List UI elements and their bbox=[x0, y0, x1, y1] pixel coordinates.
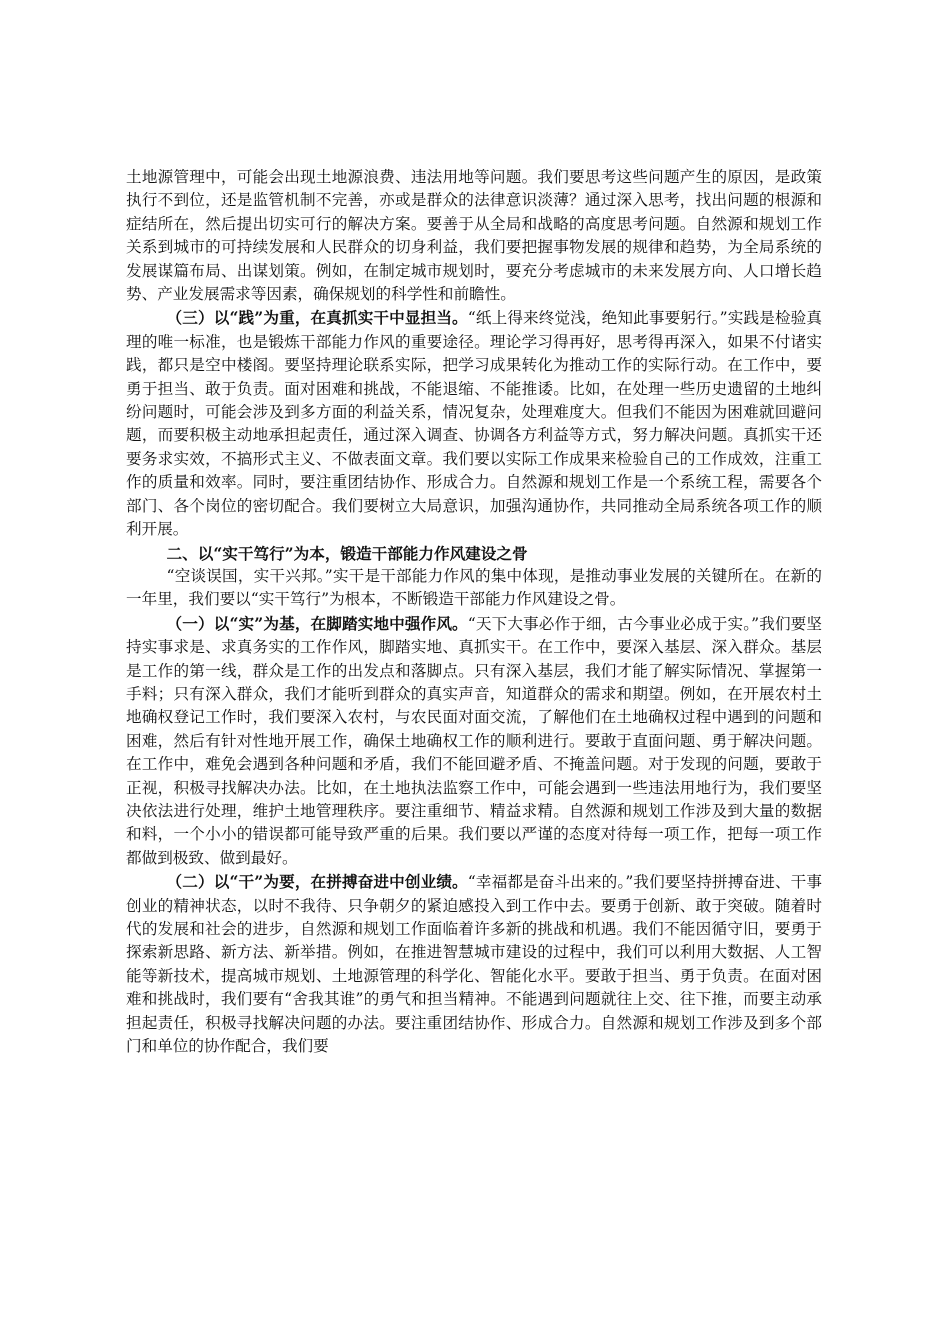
paragraph-1-body: 土地源管理中，可能会出现土地源浪费、违法用地等问题。我们要思考这些问题产生的原因，是政策执行不到位，还是监管机制不完善，亦或是群众的法律意识淡薄？通过深入思考，找出问题的根源和症结所在，然后提出切实可行的解决方案。要善于从全局和战略的高度思考问题。自然源和规划工作关系到城市的可持续发展和人民群众的切身利益，我们要把握事物发展的规律和趋势，为全局系统的发展谋篇布局、出谋划策。例如，在制定城市规划时，要充分考虑城市的未来发展方向、人口增长趋势、产业发展需求等因素，确保规划的科学性和前瞻性。 bbox=[126, 168, 822, 304]
document-page bbox=[126, 166, 822, 1058]
paragraph-6 bbox=[126, 870, 822, 1058]
paragraph-2-lead: （三）以“践”为重，在真抓实干中显担当。 bbox=[166, 308, 468, 328]
section-heading-2: 二、以“实干笃行”为本，锻造干部能力作风建设之骨 bbox=[166, 543, 528, 563]
paragraph-6-lead: （二）以“干”为要，在拼搏奋进中创业绩。 bbox=[166, 872, 468, 892]
paragraph-2-body: “纸上得来终觉浅，绝知此事要躬行。”实践是检验真理的唯一标准，也是锻炼干部能力作风的重要途径。理论学习得再好，思考得再深入，如果不付诸实践，都只是空中楼阁。要坚持理论联系实际，把学习成果转化为推动工作的实际行动。在工作中，要勇于担当、敢于负责。面对困难和挑战，不能退缩、不能推诿。比如，在处理一些历史遗留的土地纠纷问题时，可能会涉及到多方面的利益关系，情况复杂，处理难度大。但我们不能因为困难就回避问题，而要积极主动地承担起责任，通过深入调查、协调各方利益等方式，努力解决问题。真抓实干还要务求实效，不搞形式主义、不做表面文章。我们要以实际工作成果来检验自己的工作成效，注重工作的质量和效率。同时，要注重团结协作、形成合力。自然源和规划工作是一个系统工程，需要各个部门、各个岗位的密切配合。我们要树立大局意识，加强沟通协作，共同推动全局系统各项工作的顺利开展。 bbox=[126, 309, 822, 539]
paragraph-5 bbox=[126, 612, 822, 870]
paragraph-5-lead: （一）以“实”为基，在脚踏实地中强作风。 bbox=[166, 613, 468, 633]
paragraph-4-body: “空谈误国，实干兴邦。”实干是干部能力作风的集中体现，是推动事业发展的关键所在。在新的一年里，我们要以“实干笃行”为根本，不断锻造干部能力作风建设之骨。 bbox=[126, 566, 822, 609]
paragraph-1 bbox=[126, 166, 822, 306]
paragraph-4 bbox=[126, 565, 822, 612]
paragraph-5-body: “天下大事必作于细，古今事业必成于实。”我们要坚持实事求是、求真务实的工作作风，脚踏实地、真抓实干。在工作中，要深入基层、深入群众。基层是工作的第一线，群众是工作的出发点和落脚点。只有深入基层，我们才能了解实际情况、掌握第一手料；只有深入群众，我们才能听到群众的真实声音，知道群众的需求和期望。例如，在开展农村土地确权登记工作时，我们要深入农村，与农民面对面交流，了解他们在土地确权过程中遇到的问题和困难，然后有针对性地开展工作，确保土地确权工作的顺利进行。要敢于直面问题、勇于解决问题。在工作中，难免会遇到各种问题和矛盾，我们不能回避矛盾、不掩盖问题。对于发现的问题，要敢于正视，积极寻找解决办法。比如，在土地执法监察工作中，可能会遇到一些违法用地行为，我们要坚决依法进行处理，维护土地管理秩序。要注重细节、精益求精。自然源和规划工作涉及到大量的数据和料，一个小小的错误都可能导致严重的后果。我们要以严谨的态度对待每一项工作，把每一项工作都做到极致、做到最好。 bbox=[126, 614, 822, 867]
paragraph-2 bbox=[126, 306, 822, 541]
paragraph-6-body: “幸福都是奋斗出来的。”我们要坚持拼搏奋进、干事创业的精神状态，以时不我待、只争朝夕的紧迫感投入到工作中去。要勇于创新、敢于突破。随着时代的发展和社会的进步，自然源和规划工作面临着许多新的挑战和机遇。我们不能因循守旧，要勇于探索新思路、新方法、新举措。例如，在推进智慧城市建设的过程中，我们可以利用大数据、人工智能等新技术，提高城市规划、土地源管理的科学化、智能化水平。要敢于担当、勇于负责。在面对困难和挑战时，我们要有“舍我其谁”的勇气和担当精神。不能遇到问题就往上交、往下推，而要主动承担起责任，积极寻找解决问题的办法。要注重团结协作、形成合力。自然源和规划工作涉及到多个部门和单位的协作配合，我们要 bbox=[126, 873, 822, 1056]
